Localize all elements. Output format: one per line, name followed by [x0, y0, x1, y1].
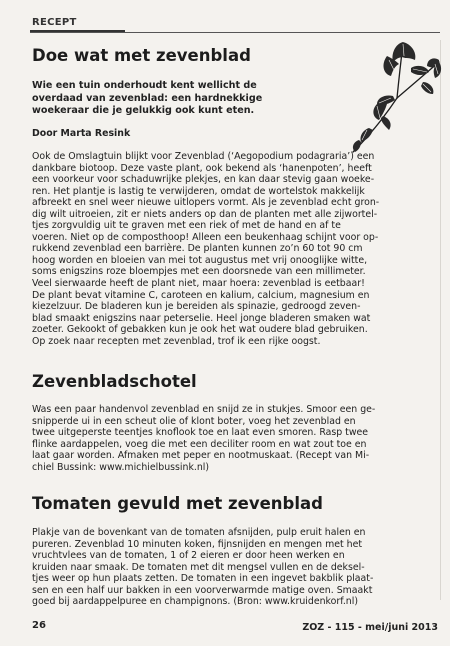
body-line: tjes zorgvuldig uit te graven met een riek of met de hand en af te [32, 220, 341, 232]
recipe-body-tomaten [32, 527, 442, 608]
body-line: kiezelzuur. De bladeren kun je bereiden als spinazie, gedroogd zeven- [32, 301, 361, 313]
body-line: afbreekt en snel weer nieuwe uitlopers vormt. Als je zevenblad echt gron- [32, 197, 380, 209]
body-line: dankbare biotoop. Deze vaste plant, ook bekend als ‘hanenpoten’, heeft [32, 162, 372, 174]
magazine-issue: ZOZ - 115 - mei/juni 2013 [302, 622, 438, 633]
header-rule [30, 32, 440, 33]
body-line: tjes weer op hun plaats zetten. De tomaten in een ingevet bakblik plaat- [32, 573, 374, 585]
recipe-title-tomaten: Tomaten gevuld met zevenblad [32, 494, 323, 513]
body-line: Veel sierwaarde heeft de plant niet, maar hoera: zevenblad is eetbaar! [32, 278, 365, 290]
body-line: kruiden naar smaak. De tomaten met dit mengsel vullen en de deksel- [32, 561, 365, 573]
body-line: Was een paar handenvol zevenblad en snijd ze in stukjes. Smoor een ge- [32, 404, 376, 415]
recipe-title-zevenbladschotel: Zevenbladschotel [32, 372, 197, 391]
body-line: snipperde ui in een scheut olie of klont boter, voeg het zevenblad en [32, 415, 356, 427]
article-body-main [32, 151, 442, 347]
body-line: Ook de Omslagtuin blijkt voor Zevenblad (‘Aegopodium podagraria’) een [32, 151, 375, 162]
lead-line: overdaad van zevenblad: een hardnekkige [32, 92, 263, 104]
article-title-main: Doe wat met zevenblad [32, 46, 251, 65]
body-line: voeren. Niet op de composthoop! Alleen een beukenhaag schijnt voor op- [32, 231, 379, 243]
body-line: ren. Het plantje is lastig te verwijderen, omdat de wortelstok makkelijk [32, 185, 365, 197]
body-line: Op zoek naar recepten met zevenblad, trof ik een rijke oogst. [32, 335, 321, 347]
body-line: soms enigszins roze bloempjes met een doorsnede van een millimeter. [32, 266, 366, 278]
body-line: dig wilt uitroeien, zit er niets anders op dan de planten met alle zijwortel- [32, 208, 378, 220]
article-lead [32, 80, 332, 118]
body-line: rukkend zevenblad een barrière. De planten kunnen zo’n 60 tot 90 cm [32, 243, 363, 255]
body-line: blad smaakt enigszins naar peterselie. Heel jonge bladeren smaken wat [32, 312, 371, 324]
body-line: hoog worden en bloeien van mei tot augustus met vrij onooglijke witte, [32, 254, 368, 266]
body-line: flinke aardappelen, voeg die met een deciliter room en wat zout toe en [32, 438, 367, 450]
author-byline: Door Marta Resink [32, 128, 131, 139]
recipe-body-zevenbladschotel [32, 404, 442, 473]
body-line: sen en een half uur bakken in een voorverwarmde matige oven. Smaakt [32, 584, 373, 596]
lead-line: woekeraar die je gelukkig ook kunt eten. [32, 105, 255, 116]
body-line: laat gaar worden. Afmaken met peper en nootmuskaat. (Recept van Mi- [32, 450, 370, 462]
body-line: zoeter. Gekookt of gebakken kun je ook het wat oudere blad gebruiken. [32, 324, 368, 336]
section-label: RECEPT [32, 17, 77, 28]
ground-elder-leaf-illustration [347, 38, 445, 156]
lead-line: Wie een tuin onderhoudt kent wellicht de [32, 80, 257, 91]
body-line: Plakje van de bovenkant van de tomaten afsnijden, pulp eruit halen en [32, 527, 366, 538]
page-number: 26 [32, 620, 46, 631]
body-line: goed bij aardappelpuree en champignons. (Bron: www.kruidenkorf.nl) [32, 596, 359, 608]
body-line: pureren. Zevenblad 10 minuten koken, fijnsnijden en mengen met het [32, 538, 363, 550]
body-line: De plant bevat vitamine C, caroteen en kalium, calcium, magnesium en [32, 289, 370, 301]
body-line: vruchtvlees van de tomaten, 1 of 2 eieren er door heen werken en [32, 550, 345, 562]
body-line: twee uitgeperste teentjes knoflook toe en laat even smoren. Rasp twee [32, 427, 369, 439]
body-line: een voorkeur voor schaduwrijke plekjes, en kan daar stevig gaan woeke- [32, 174, 375, 186]
body-line: chiel Bussink: www.michielbussink.nl) [32, 461, 210, 473]
